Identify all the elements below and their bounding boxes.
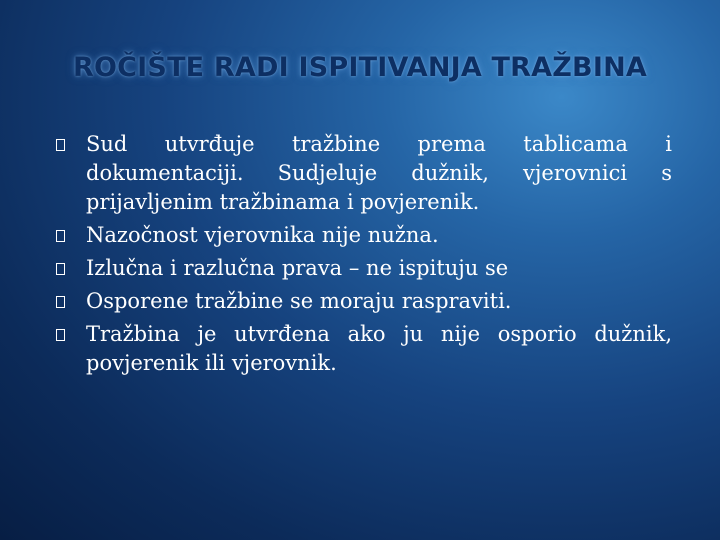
bullet-list [56,130,672,382]
bullet-marker [56,287,86,308]
bullet-marker [56,320,86,341]
hollow-square-icon [56,263,65,275]
bullet-item [56,287,672,316]
slide-title: ROČIŠTE RADI ISPITIVANJA TRAŽBINA [73,52,647,83]
bullet-text: Sud utvrđuje tražbine prema tablicama i dokumentaciji. Sudjeluje dužnik, vjerovnici s prijavljenim tražbinama i povjerenik. [86,132,672,214]
bullet-marker [56,254,86,275]
bullet-text: Izlučna i razlučna prava – ne ispituju se [86,256,509,280]
bullet-item [56,130,672,217]
bullet-item [56,221,672,250]
hollow-square-icon [56,329,65,341]
bullet-marker [56,221,86,242]
bullet-text: Osporene tražbine se moraju raspraviti. [86,289,512,313]
bullet-item [56,320,672,378]
hollow-square-icon [56,230,65,242]
hollow-square-icon [56,139,65,151]
bullet-text: Tražbina je utvrđena ako ju nije osporio dužnik, povjerenik ili vjerovnik. [86,322,672,375]
bullet-marker [56,130,86,151]
hollow-square-icon [56,296,65,308]
bullet-text: Nazočnost vjerovnika nije nužna. [86,223,439,247]
bullet-item [56,254,672,283]
